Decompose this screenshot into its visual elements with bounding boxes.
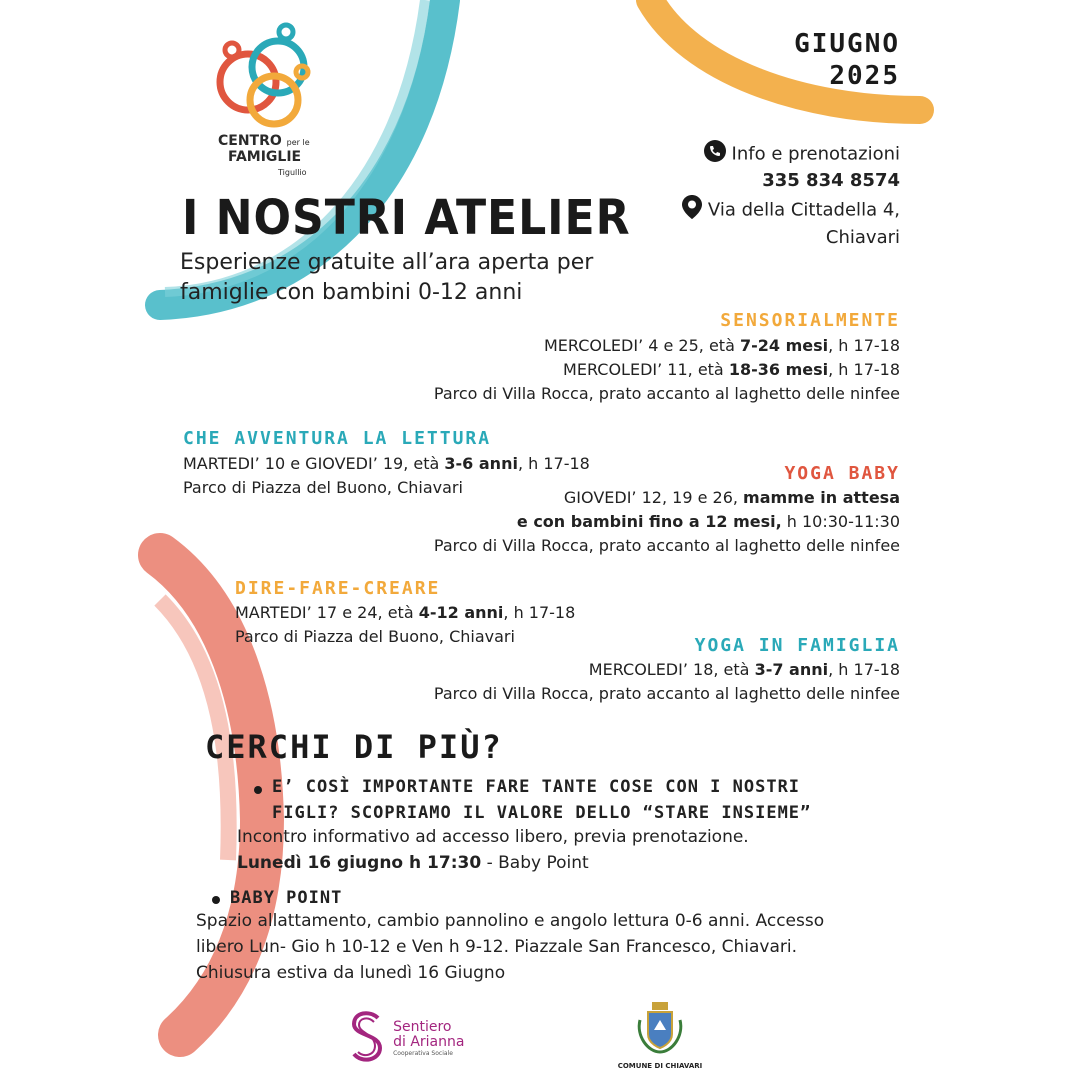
logo-tigullio: Tigullio: [278, 168, 307, 177]
centro-famiglie-logo: [206, 22, 326, 182]
more-item1-body: [237, 824, 749, 876]
sentiero-line1: Sentiero: [393, 1019, 452, 1035]
sensorialmente-line2: MERCOLEDI’ 11, età 18-36 mesi, h 17-18: [563, 360, 900, 379]
yoga-baby-title: YOGA BABY: [784, 463, 900, 484]
comune-chiavari-logo: [605, 1000, 715, 1070]
atelier-sensorialmente: [434, 308, 900, 406]
more-item1-date-line: Lunedì 16 giugno h 17:30 - Baby Point: [237, 853, 589, 873]
more-item2-title: BABY POINT: [230, 888, 343, 908]
sensorialmente-place: Parco di Villa Rocca, prato accanto al laghetto delle ninfee: [433, 384, 900, 403]
coat-of-arms-icon: [630, 1000, 690, 1058]
dire-fare-place: Parco di Piazza del Buono, Chiavari: [235, 627, 515, 646]
sentiero-s-icon: [350, 1010, 384, 1064]
year-label: 2025: [829, 61, 900, 91]
comune-label: COMUNE DI CHIAVARI: [617, 1062, 703, 1070]
sensorialmente-line1: MERCOLEDI’ 4 e 25, età 7-24 mesi, h 17-18: [544, 336, 900, 355]
subtitle-line2: famiglie con bambini 0-12 anni: [180, 280, 523, 305]
more-item2-body: [196, 908, 868, 986]
bullet-2: [212, 896, 220, 904]
more-item1-text: Incontro informativo ad accesso libero, previa prenotazione.: [237, 827, 749, 847]
dire-fare-title: DIRE-FARE-CREARE: [235, 578, 441, 599]
date-block: [794, 28, 900, 92]
more-title: CERCHI DI PIÙ?: [205, 728, 503, 766]
contact-info: [682, 140, 900, 250]
sentiero-line2: di Arianna: [393, 1034, 465, 1050]
address-line2: Chiavari: [825, 227, 900, 248]
yoga-baby-place: Parco di Villa Rocca, prato accanto al laghetto delle ninfee: [433, 536, 900, 555]
logo-famiglie: FAMIGLIE: [228, 149, 302, 165]
logo-centro: CENTRO: [218, 133, 282, 149]
phone-icon: [704, 140, 726, 169]
info-label: Info e prenotazioni: [731, 143, 900, 165]
more-item1-title: [272, 774, 811, 826]
lettura-line1: MARTEDI’ 10 e GIOVEDI’ 19, età 3-6 anni, h 17-18: [183, 454, 590, 473]
more-item2-line2: libero Lun- Gio h 10-12 e Ven h 9-12. Piazzale San Francesco, Chiavari.: [196, 937, 798, 957]
yoga-baby-line1: GIOVEDI’ 12, 19 e 26, mamme in attesa: [563, 488, 900, 507]
yoga-famiglia-title: YOGA IN FAMIGLIA: [694, 635, 900, 656]
atelier-yoga-famiglia: [434, 634, 900, 706]
sentiero-arianna-logo: [350, 1010, 464, 1064]
logo-rings-icon: [206, 22, 326, 132]
sensorialmente-title: SENSORIALMENTE: [720, 310, 900, 331]
map-pin-icon: [682, 195, 702, 226]
subtitle-line1: Esperienze gratuite all’ara aperta per: [180, 250, 594, 275]
yoga-famiglia-line1: MERCOLEDI’ 18, età 3-7 anni, h 17-18: [588, 660, 900, 679]
dire-fare-line1: MARTEDI’ 17 e 24, età 4-12 anni, h 17-18: [235, 603, 576, 622]
bullet-1: [254, 786, 262, 794]
address-line1: Via della Cittadella 4,: [707, 199, 900, 221]
page-title: I NOSTRI ATELIER: [182, 190, 631, 246]
sentiero-line3: Cooperativa Sociale: [393, 1050, 453, 1057]
logo-per-le: per le: [286, 138, 310, 147]
atelier-yoga-baby: [434, 462, 900, 558]
yoga-baby-line2: e con bambini fino a 12 mesi, h 10:30-11:30: [516, 512, 900, 531]
more-item1-title-line2: FIGLI? SCOPRIAMO IL VALORE DELLO “STARE INSIEME”: [272, 803, 812, 823]
page-subtitle: [180, 248, 660, 308]
more-item2-line1: Spazio allattamento, cambio pannolino e angolo lettura 0-6 anni. Accesso: [196, 911, 825, 931]
month-label: GIUGNO: [794, 29, 900, 59]
yoga-famiglia-place: Parco di Villa Rocca, prato accanto al laghetto delle ninfee: [433, 684, 900, 703]
more-item2-line3: Chiusura estiva da lunedì 16 Giugno: [196, 963, 506, 983]
lettura-place: Parco di Piazza del Buono, Chiavari: [183, 478, 463, 497]
phone-number[interactable]: 335 834 8574: [762, 170, 900, 191]
more-item1-title-line1: E’ COSÌ IMPORTANTE FARE TANTE COSE CON I NOSTRI: [272, 777, 801, 797]
lettura-title: CHE AVVENTURA LA LETTURA: [183, 428, 492, 449]
